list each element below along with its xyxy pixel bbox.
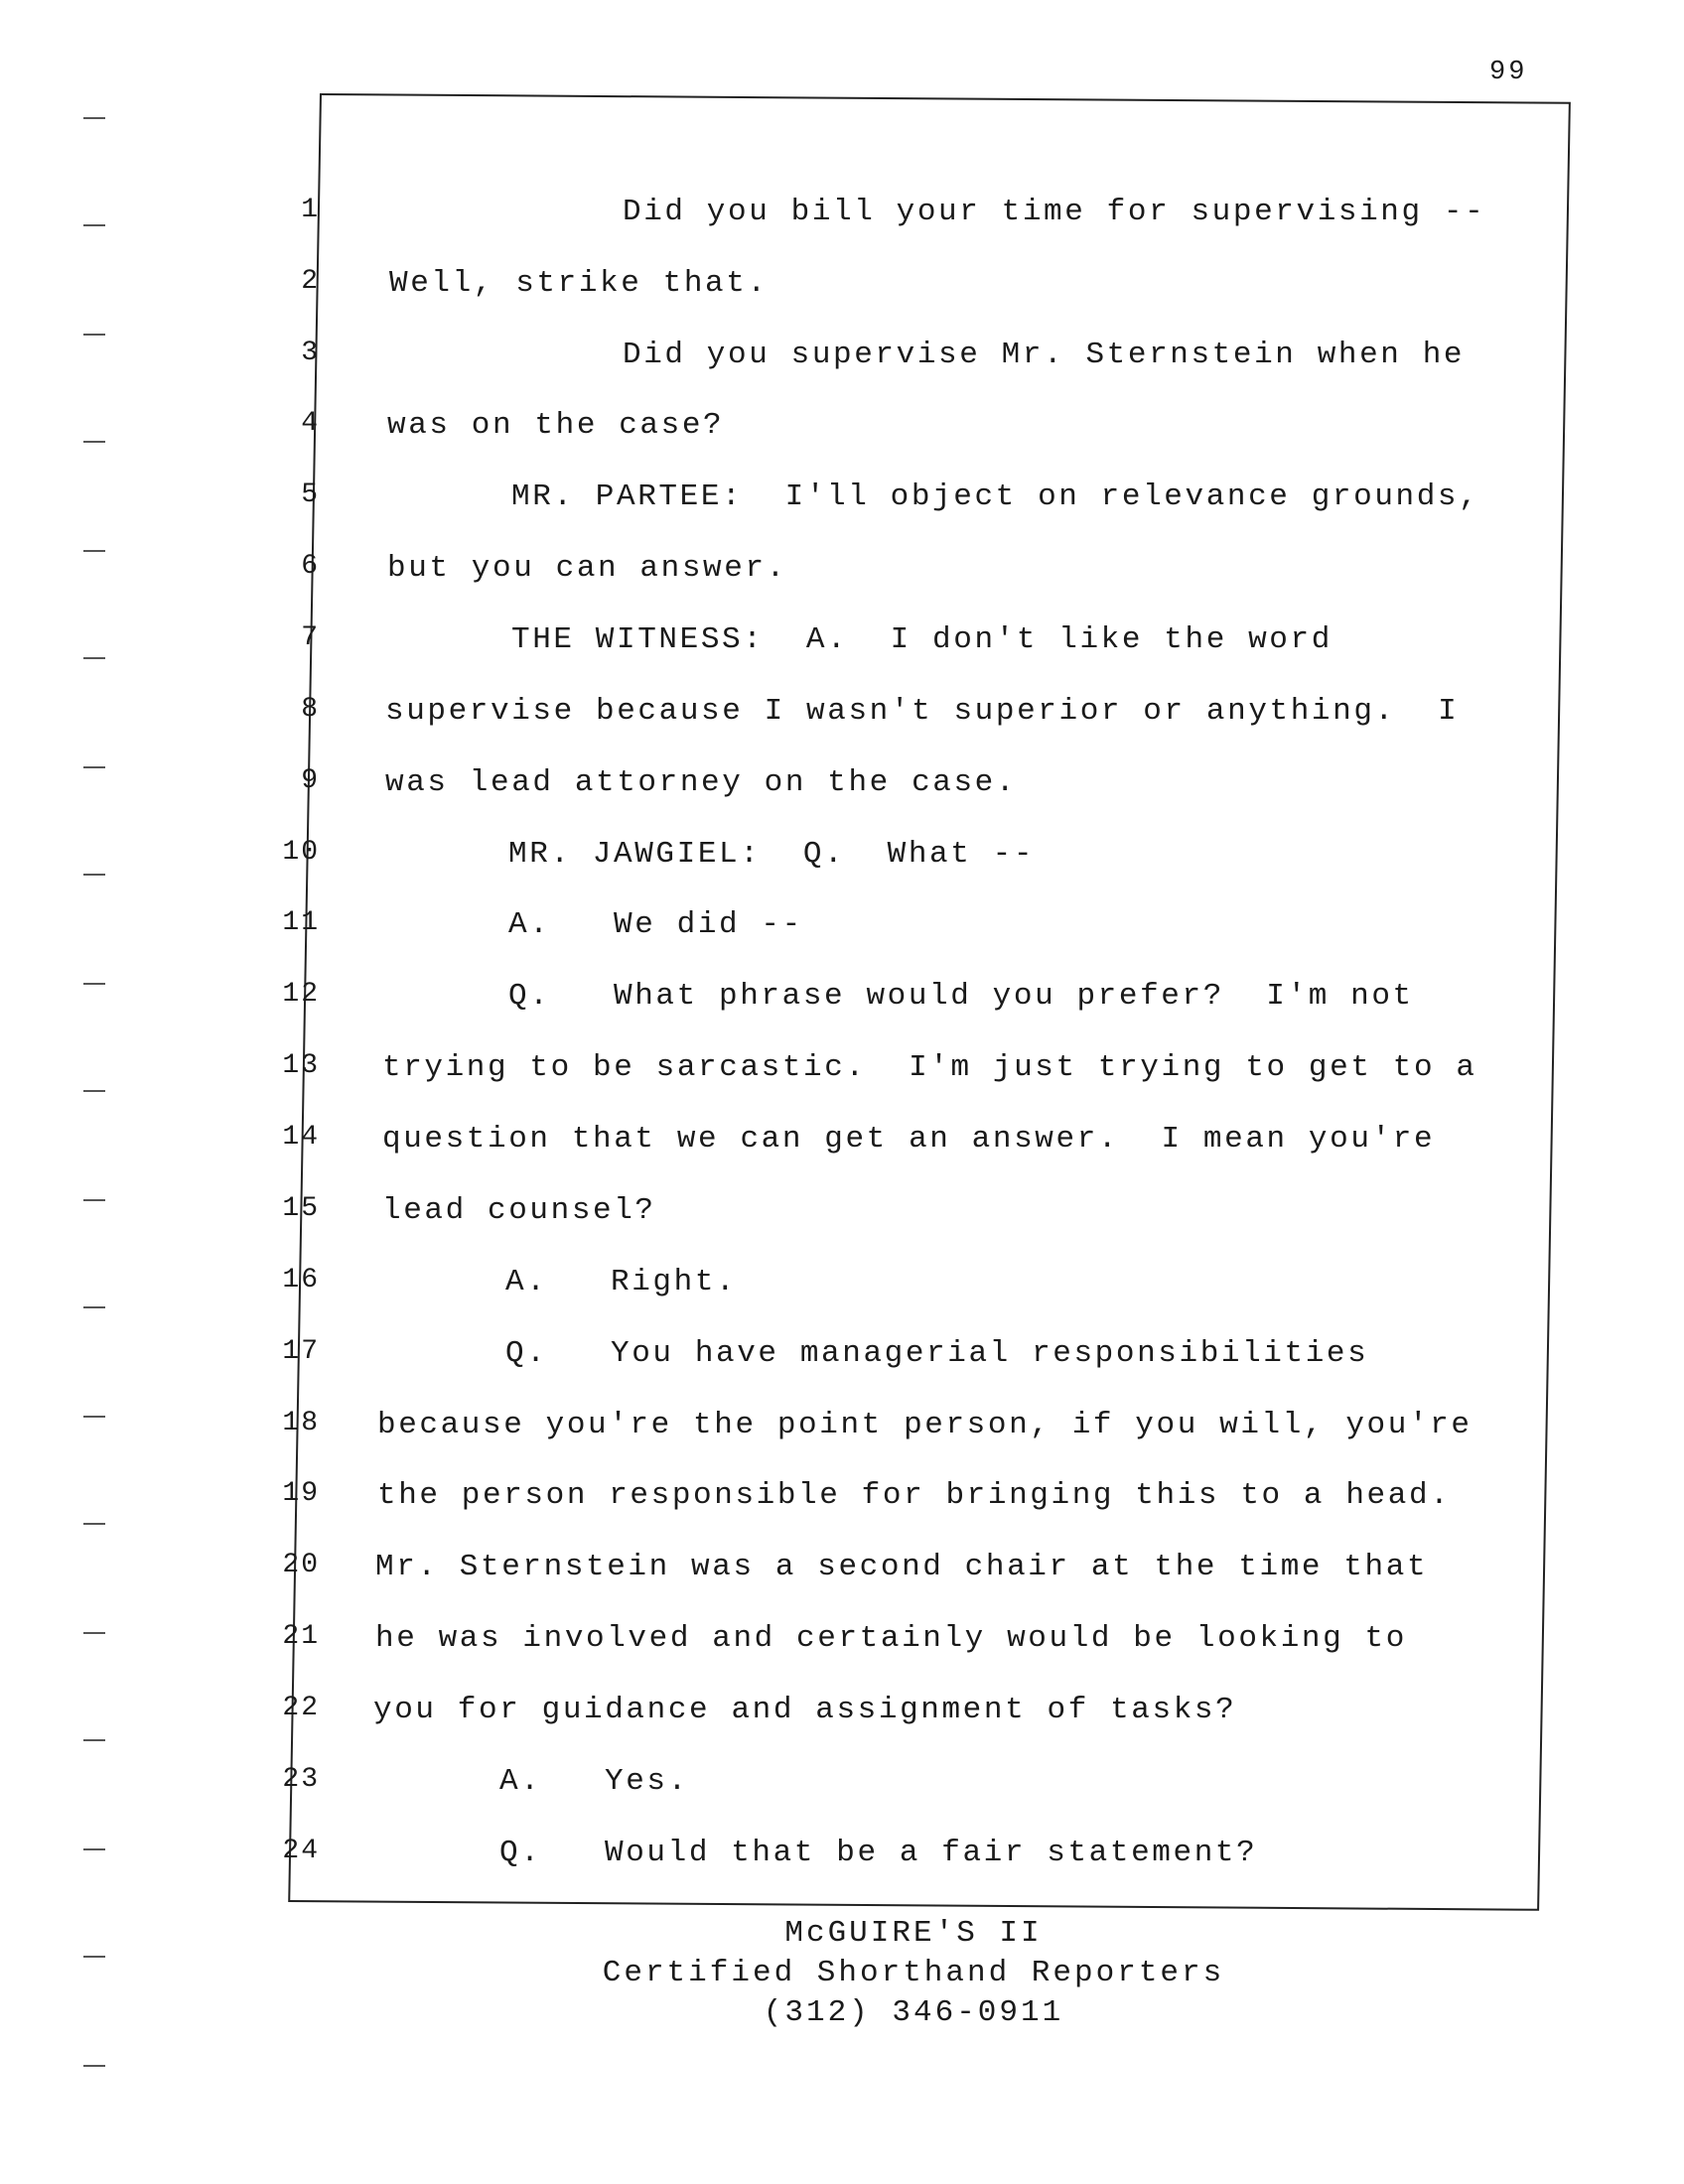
line-number: 7 — [301, 622, 320, 653]
line-number: 16 — [282, 1265, 320, 1296]
line-number: 15 — [282, 1193, 320, 1224]
line-number: 4 — [301, 408, 320, 439]
line-number: 17 — [282, 1336, 320, 1367]
line-number: 8 — [301, 694, 320, 725]
line-number: 10 — [282, 837, 320, 868]
line-number: 2 — [301, 266, 320, 297]
line-number: 13 — [282, 1050, 320, 1081]
line-text: question that we can get an answer. I mean you're — [382, 1122, 1436, 1157]
footer-phone: (312) 346-0911 — [763, 1995, 1064, 2030]
line-number: 12 — [282, 979, 320, 1010]
line-text: the person responsible for bringing this to a head. — [377, 1478, 1452, 1513]
line-text: Q. Would that be a fair statement? — [499, 1836, 1258, 1870]
line-text: he was involved and certainly would be looking to — [375, 1621, 1407, 1656]
line-number: 6 — [301, 551, 320, 582]
line-number: 19 — [282, 1478, 320, 1509]
reporter-footer — [397, 1914, 1430, 2033]
line-number: 9 — [301, 765, 320, 796]
footer-company: McGUIRE'S II — [784, 1916, 1043, 1951]
line-text: Q. You have managerial responsibilities — [505, 1336, 1369, 1371]
line-text: THE WITNESS: A. I don't like the word — [511, 622, 1333, 657]
line-number: 20 — [282, 1550, 320, 1580]
line-text: supervise because I wasn't superior or anything. I — [385, 694, 1460, 729]
line-text: Did you supervise Mr. Sternstein when he — [623, 338, 1466, 372]
line-text: was lead attorney on the case. — [385, 765, 1018, 800]
line-text: A. Right. — [505, 1265, 738, 1299]
line-text: A. We did -- — [508, 907, 803, 942]
line-text: Well, strike that. — [389, 266, 769, 301]
line-number: 22 — [282, 1693, 320, 1723]
line-number: 11 — [282, 907, 320, 938]
line-text: Q. What phrase would you prefer? I'm not — [508, 979, 1414, 1014]
line-text: MR. JAWGIEL: Q. What -- — [508, 837, 1036, 872]
line-number: 23 — [282, 1764, 320, 1795]
line-number: 18 — [282, 1408, 320, 1438]
line-text: Did you bill your time for supervising -- — [623, 195, 1486, 229]
line-text: but you can answer. — [387, 551, 787, 586]
line-text: you for guidance and assignment of tasks? — [373, 1693, 1237, 1727]
line-number: 3 — [301, 338, 320, 368]
line-text: lead counsel? — [382, 1193, 656, 1228]
footer-subtitle: Certified Shorthand Reporters — [602, 1956, 1225, 1990]
line-number: 1 — [301, 195, 320, 225]
line-number: 5 — [301, 479, 320, 510]
line-text: A. Yes. — [499, 1764, 689, 1799]
line-text: trying to be sarcastic. I'm just trying to get to a — [382, 1050, 1477, 1085]
line-number: 14 — [282, 1122, 320, 1153]
line-text: Mr. Sternstein was a second chair at the time that — [375, 1550, 1429, 1584]
line-number: 24 — [282, 1836, 320, 1866]
line-text: MR. PARTEE: I'll object on relevance grounds, — [511, 479, 1480, 514]
line-number: 21 — [282, 1621, 320, 1652]
page-number: 99 — [1489, 58, 1528, 87]
line-text: because you're the point person, if you will, you're — [377, 1408, 1473, 1442]
line-text: was on the case? — [387, 408, 725, 443]
